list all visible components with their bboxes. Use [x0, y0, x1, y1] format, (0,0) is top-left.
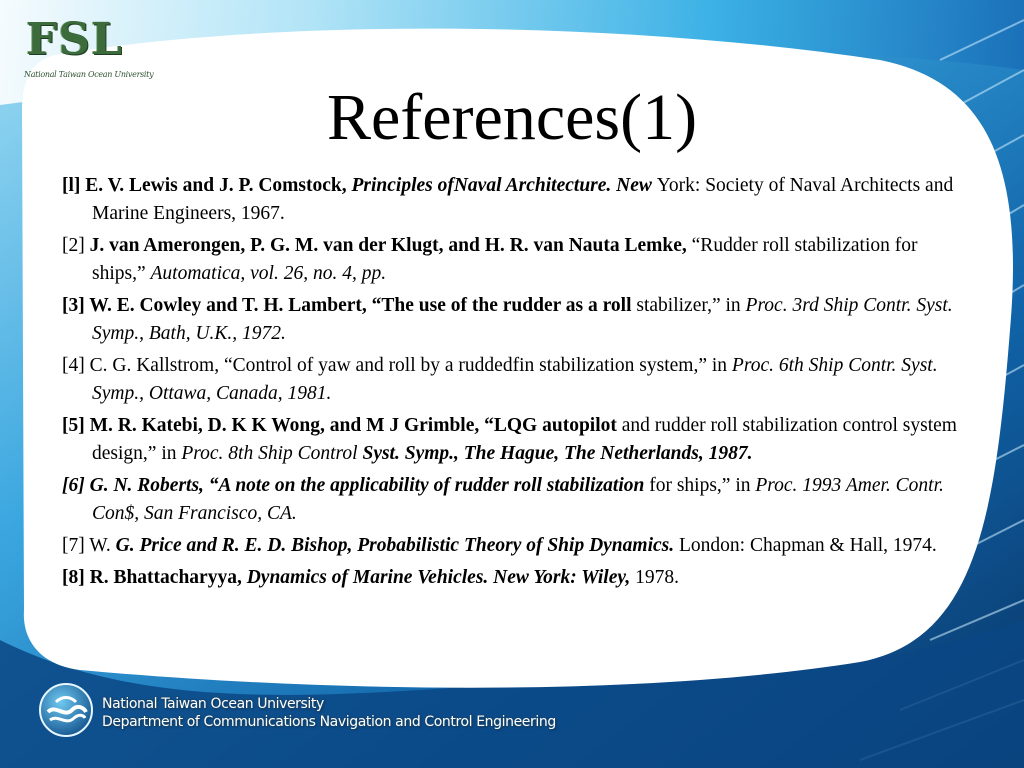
- reference-item: [62, 232, 957, 288]
- reference-text: Automatica, vol. 26, no. 4, pp.: [150, 263, 387, 284]
- reference-text: and rudder roll stabilization control system design,” in: [92, 415, 957, 464]
- reference-item: [62, 292, 957, 348]
- reference-text: Proc. 6th Ship Contr. Syst. Symp., Ottawa, Canada, 1981.: [92, 355, 938, 404]
- reference-list: [62, 172, 957, 596]
- slide-title: References(1): [326, 81, 698, 154]
- reference-text: [l] E. V. Lewis and J. P. Comstock,: [62, 175, 352, 196]
- reference-text: Dynamics of Marine Vehicles. New York: Wiley,: [246, 567, 636, 588]
- reference-text: Proc. 1993 Amer. Contr. Con$, San Francisco, CA.: [92, 475, 944, 524]
- reference-text: Principles ofNaval Architecture. New: [351, 175, 657, 196]
- reference-item: [62, 564, 957, 592]
- reference-text: [4] C. G. Kallstrom, “Control of yaw and roll by a ruddedfin stabilization system,” in: [62, 355, 732, 376]
- reference-text: [3] W. E. Cowley and T. H. Lambert, “The use of the rudder as a roll: [62, 295, 637, 316]
- logo-script: National Taiwan Ocean University: [24, 70, 154, 79]
- reference-text: Proc. 8th Ship Control: [181, 443, 363, 464]
- reference-item: [62, 352, 957, 408]
- reference-text: York: Society of Naval Architects and Marine Engineers, 1967.: [92, 175, 954, 224]
- reference-text: [7] W.: [62, 535, 116, 556]
- reference-text: “Rudder roll stabilization for ships,”: [92, 235, 918, 284]
- reference-text: J. van Amerongen, P. G. M. van der Klugt, and H. R. van Nauta Lemke,: [89, 235, 692, 256]
- university-seal-icon: [38, 682, 94, 738]
- reference-text: [5] M. R. Katebi, D. K K Wong, and M J Grimble, “LQG autopilot: [62, 415, 622, 436]
- reference-text: London: Chapman & Hall, 1974.: [678, 535, 937, 556]
- footer-university: National Taiwan Ocean University: [102, 696, 324, 712]
- reference-text: [6] G. N. Roberts, “A note on the applicability of rudder roll stabilization: [62, 475, 650, 496]
- reference-text: 1978.: [635, 567, 679, 588]
- reference-text: Proc. 3rd Ship Contr. Syst. Symp., Bath, U.K., 1972.: [92, 295, 953, 344]
- reference-text: [8] R. Bhattacharyya,: [62, 567, 247, 588]
- reference-text: stabilizer,” in: [636, 295, 746, 316]
- reference-text: [2]: [62, 235, 90, 256]
- reference-text: Syst. Symp., The Hague, The Netherlands, 1987.: [362, 443, 753, 464]
- reference-item: [62, 532, 957, 560]
- reference-item: [62, 172, 957, 228]
- reference-text: for ships,” in: [649, 475, 756, 496]
- reference-item: [62, 472, 957, 528]
- footer-department: Department of Communications Navigation and Control Engineering: [102, 714, 556, 730]
- reference-item: [62, 412, 957, 468]
- footer: [38, 682, 598, 742]
- logo-wordmark: FSL: [26, 14, 123, 65]
- fsl-logo: [22, 12, 154, 90]
- reference-text: G. Price and R. E. D. Bishop, Probabilistic Theory of Ship Dynamics.: [115, 535, 679, 556]
